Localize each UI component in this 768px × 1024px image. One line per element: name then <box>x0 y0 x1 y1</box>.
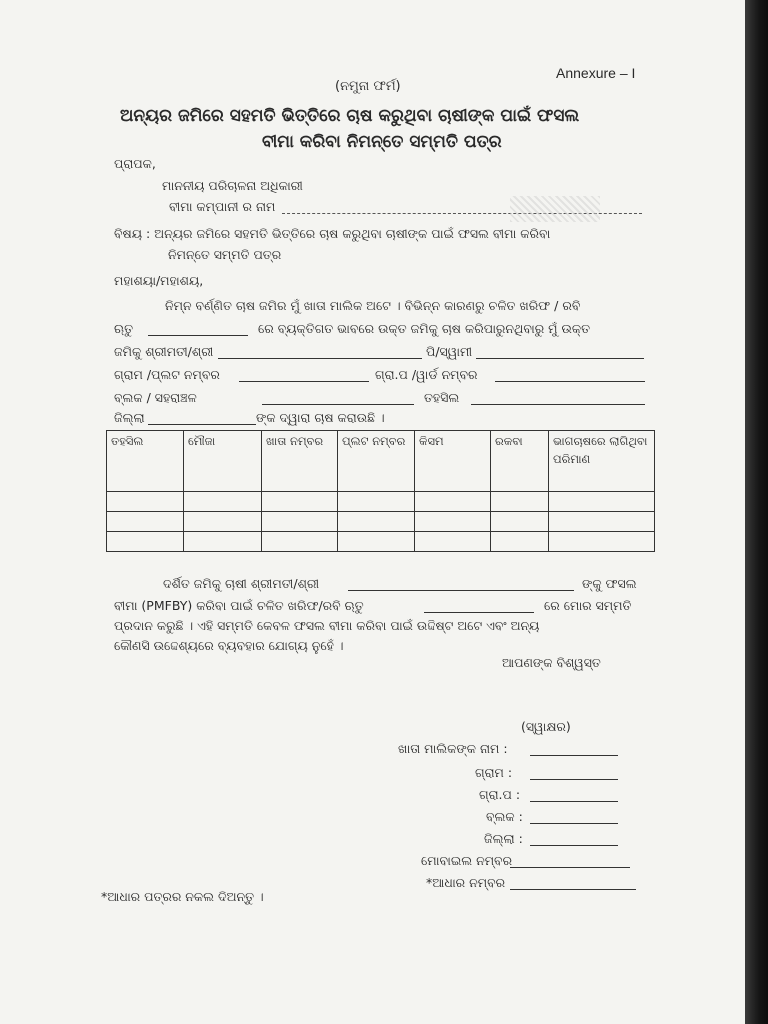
table-row <box>107 532 655 552</box>
subject-line1: ବିଷୟ : ଅନ୍ୟର ଜମିରେ ସହମତି ଭିତ୍ତିରେ ଚାଷ କରୁଥିବା ଚାଷୀଙ୍କ ପାଇଁ ଫସଲ ବୀମା କରିବା <box>114 226 551 241</box>
signature-district-label: ଜିଲ୍ଲା : <box>484 831 523 846</box>
table-row <box>107 492 655 512</box>
sample-form-label: (ନମୁନା ଫର୍ମ) <box>335 79 401 94</box>
table-header-row <box>107 431 655 492</box>
body-line1: ନିମ୍ନ ବର୍ଣ୍ଣିତ ଚାଷ ଜମିର ମୁଁ ଖାତା ମାଲିକ ଅଟେ । ବିଭିନ୍ନ କାରଣରୁ ଚଳିତ ଖରିଫ / ରବି <box>165 298 581 313</box>
salutation: ମହାଶୟା/ମହାଶୟ, <box>114 273 204 288</box>
block-label: ବ୍ଲକ : <box>486 809 523 824</box>
tahasil-field[interactable] <box>471 404 645 405</box>
table-cell[interactable] <box>107 512 184 532</box>
form-title-line2: ବୀମା କରିବା ନିମନ୍ତେ ସମ୍ମତି ପତ୍ର <box>262 132 502 152</box>
village-plot-field[interactable] <box>239 381 369 382</box>
aadhaar-footnote: *ଆଧାର ପତ୍ରର ନକଲ ଦିଅନ୍ତୁ । <box>101 889 264 904</box>
table-cell[interactable] <box>415 532 491 552</box>
land-details-table <box>106 430 655 552</box>
table-cell[interactable] <box>491 492 549 512</box>
father-husband-field[interactable] <box>476 358 644 359</box>
table-cell[interactable] <box>338 512 415 532</box>
cultivator-name-label: ଜମିକୁ ଶ୍ରୀମତୀ/ଶ୍ରୀ <box>114 344 214 359</box>
district-label: ଜିଲ୍ଲା <box>114 410 145 425</box>
father-husband-label: ପି/ସ୍ୱାମୀ <box>426 344 473 359</box>
table-row <box>107 512 655 532</box>
table-cell[interactable] <box>262 492 338 512</box>
scan-dark-edge <box>745 0 768 1024</box>
recipient-officer: ମାନନୀୟ ପରିଚାଳନା ଅଧିକାରୀ <box>162 178 303 193</box>
gp-label: ଗ୍ରା.ପ : <box>479 787 521 802</box>
insurance-company-label: ବୀମା କମ୍ପାନୀ ର ନାମ <box>169 199 276 214</box>
header-tahasil: ତହସିଲ <box>107 431 184 492</box>
header-share-area: ଭାଗଚାଷରେ ଲାଗିଥିବା ପରିମାଣ <box>549 431 655 492</box>
aadhaar-number-field[interactable] <box>510 889 636 890</box>
table-cell[interactable] <box>184 492 262 512</box>
district-field[interactable] <box>148 424 256 425</box>
table-cell[interactable] <box>184 512 262 532</box>
farmer-name-field[interactable] <box>348 590 574 591</box>
faint-stamp-mark <box>510 196 600 222</box>
header-rakba: ରକବା <box>491 431 549 492</box>
table-cell[interactable] <box>549 532 655 552</box>
cultivator-name-field[interactable] <box>218 358 422 359</box>
closing-yours-faithfully: ଆପଣଙ୍କ ବିଶ୍ୱସ୍ତ <box>502 655 601 670</box>
form-title-line1: ଅନ୍ୟର ଜମିରେ ସହମତି ଭିତ୍ତିରେ ଚାଷ କରୁଥିବା ଚାଷୀଙ୍କ ପାଇଁ ଫସଲ <box>120 106 580 126</box>
owner-name-field[interactable] <box>530 755 618 756</box>
table-cell[interactable] <box>184 532 262 552</box>
block-field[interactable] <box>530 823 618 824</box>
signature-label: (ସ୍ୱାକ୍ଷର) <box>521 719 571 734</box>
body-season-label: ଋତୁ <box>114 321 134 336</box>
header-khata-number: ଖାତା ନମ୍ବର <box>262 431 338 492</box>
owner-name-label: ଖାତା ମାଲିକଙ୍କ ନାମ : <box>398 741 508 756</box>
table-cell[interactable] <box>415 492 491 512</box>
table-cell[interactable] <box>415 512 491 532</box>
table-cell[interactable] <box>107 532 184 552</box>
consent-line2: ବୀମା (PMFBY) କରିବା ପାଇଁ ଚଳିତ ଖରିଫ/ରବି ଋତୁ <box>114 598 364 613</box>
gp-field[interactable] <box>530 801 618 802</box>
gp-ward-label: ଗ୍ରା.ପ /ୱାର୍ଡ ନମ୍ବର <box>375 367 478 382</box>
consent-line4: କୌଣସି ଉଦ୍ଦେଶ୍ୟରେ ବ୍ୟବହାର ଯୋଗ୍ୟ ନୁହେଁ । <box>114 638 344 653</box>
table-cell[interactable] <box>549 492 655 512</box>
mobile-number-field[interactable] <box>510 867 630 868</box>
table-cell[interactable] <box>491 532 549 552</box>
block-urban-field[interactable] <box>262 404 414 405</box>
table-cell[interactable] <box>338 492 415 512</box>
signature-district-field[interactable] <box>530 845 618 846</box>
table-cell[interactable] <box>338 532 415 552</box>
recipient-label: ପ୍ରାପକ, <box>114 156 156 171</box>
table-cell[interactable] <box>549 512 655 532</box>
aadhaar-number-label: *ଆଧାର ନମ୍ବର <box>426 875 506 890</box>
village-label: ଗ୍ରାମ : <box>475 765 513 780</box>
district-line-rest: ଙ୍କ ଦ୍ୱାରା ଚାଷ କରାଉଛି । <box>256 410 385 425</box>
village-field[interactable] <box>530 779 618 780</box>
consent-season-field[interactable] <box>424 612 534 613</box>
consent-line3: ପ୍ରଦାନ କରୁଛି । ଏହି ସମ୍ମତି କେବଳ ଫସଲ ବୀମା କରିବା ପାଇଁ ଉଦ୍ଦିଷ୍ଟ ଅଟେ ଏବଂ ଅନ୍ୟ <box>114 618 540 633</box>
header-plot-number: ପ୍ଲଟ ନମ୍ବର <box>338 431 415 492</box>
consent-line1-rest: ଙ୍କୁ ଫସଲ <box>582 576 637 591</box>
header-mouza: ମୌଜା <box>184 431 262 492</box>
annexure-label: Annexure – I <box>556 65 636 81</box>
gp-ward-field[interactable] <box>495 381 645 382</box>
subject-line2: ନିମନ୍ତେ ସମ୍ମତି ପତ୍ର <box>168 247 282 262</box>
village-plot-label: ଗ୍ରାମ /ପ୍ଲଟ ନମ୍ବର <box>114 367 220 382</box>
consent-line1: ଦର୍ଶିତ ଜମିକୁ ଚାଷୀ ଶ୍ରୀମତୀ/ଶ୍ରୀ <box>163 576 320 591</box>
tahasil-label: ତହସିଲ <box>424 390 460 405</box>
body-line2-rest: ରେ ବ୍ୟକ୍ତିଗତ ଭାବରେ ଉକ୍ତ ଜମିକୁ ଚାଷ କରିପାରୁନଥିବାରୁ ମୁଁ ଉକ୍ତ <box>258 321 591 336</box>
season-field[interactable] <box>148 335 248 336</box>
table-cell[interactable] <box>262 532 338 552</box>
table-cell[interactable] <box>262 512 338 532</box>
mobile-number-label: ମୋବାଇଲ ନମ୍ବର <box>421 853 513 868</box>
block-urban-label: ବ୍ଲକ / ସହରାଞ୍ଚଳ <box>114 390 197 405</box>
table-cell[interactable] <box>491 512 549 532</box>
table-cell[interactable] <box>107 492 184 512</box>
header-kisam: କିସମ <box>415 431 491 492</box>
consent-line2-rest: ରେ ମୋର ସମ୍ମତି <box>544 598 632 613</box>
